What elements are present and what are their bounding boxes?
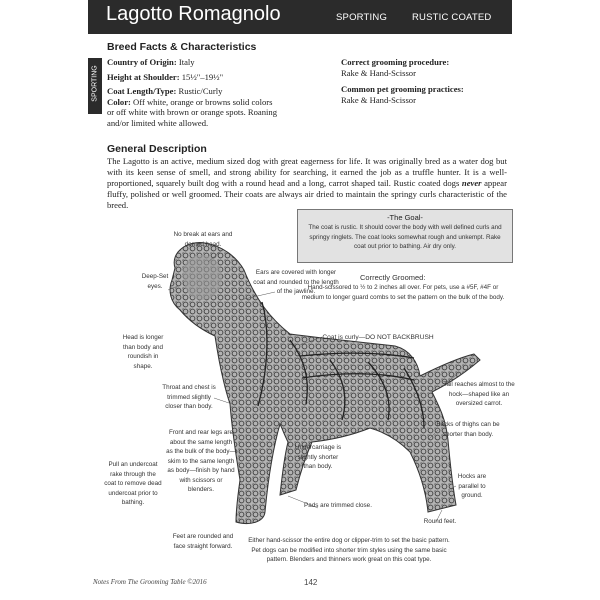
height-value: 15½"–19½" (181, 71, 224, 82)
note-coat-curly: Coat is curly—DO NOT BACKBRUSH (322, 334, 434, 341)
height-label: Height at Shoulder: (107, 71, 180, 82)
breed-title: Lagotto Romagnolo (106, 3, 281, 25)
page-number: 142 (304, 578, 318, 587)
correct-grooming-value: Rake & Hand-Scissor (341, 67, 416, 78)
facts-heading: Breed Facts & Characteristics (107, 41, 257, 53)
note-eyes: Deep-Set eyes. (141, 273, 169, 290)
footer-source: Notes From The Grooming Table ©2016 (93, 578, 207, 586)
note-tail: Tail reaches almost to the hock—shaped like an oversized carrot. (443, 381, 515, 407)
note-feet: Feet are rounded and face straight forward. (172, 533, 234, 550)
color-line-3: and/or limited white allowed. (107, 117, 209, 128)
note-throat: Throat and chest is trimmed slightly closer than body. (162, 384, 216, 410)
goal-title: -The Goal- (387, 213, 423, 222)
color-label: Color: (107, 96, 131, 107)
category-label: SPORTING (336, 12, 388, 23)
country-value: Italy (178, 57, 195, 67)
note-thighs: Backs of thighs can be shorter than body. (436, 421, 500, 438)
description-emphasis: never (461, 178, 482, 188)
side-tab-label: SPORTING (91, 65, 99, 102)
pet-grooming-value: Rake & Hand-Scissor (341, 94, 416, 105)
description-part-1: The Lagotto is an active, medium sized dog with great eagerness for life. It was originally bred as a water dog but with its keen sense of smell, and strong ability for searching, it earned the job as a truffle hunter. It is a well-proportioned, squarely built dog with a round head and a long, carrot shaped tail. Rustic coated dogs (107, 156, 507, 188)
country-label: Country of Origin: (107, 57, 177, 67)
coat-value: Rustic/Curly (178, 86, 223, 96)
note-undercarriage: Undercarriage is slightly shorter than body. (294, 444, 342, 470)
note-hocks: Hocks are parallel to ground. (457, 473, 487, 499)
note-correctly-groomed: Hand-scissored to ½ to 2 inches all over. For pets, use a #5F, #4F or medium to longer guard combs to set the pattern on the bulk of the body. (301, 284, 505, 301)
coat-type-label: RUSTIC COATED (412, 12, 492, 23)
note-round-feet: Round feet. (423, 518, 457, 525)
note-head: Head is longer than body and roundish in shape. (122, 334, 164, 370)
note-ears-covered: Ears are covered with longer coat and rounded to the length of the jawline. (253, 269, 339, 295)
description-heading: General Description (107, 143, 207, 155)
coat-label: Coat Length/Type: (107, 86, 177, 96)
note-legs: Front and rear legs are about the same length as the bulk of the body—skim to the same length as body—finish by hand with scissors or blenders. (166, 429, 236, 493)
correctly-groomed-title: Correctly Groomed: (360, 273, 426, 282)
note-ears-break: No break at ears and domed head. (173, 231, 233, 248)
note-undercoat-rake: Pull an undercoat rake through the coat to remove dead undercoat prior to bathing. (104, 461, 162, 506)
color-line-2: or off white with brown or orange spots. Roaning (107, 107, 278, 117)
goal-body: The coat is rustic. It should cover the body with well defined curls and springy ringlets. The coat looks somewhat rough and unkempt. Rake coat out prior to bathing. Air dry only. (308, 224, 502, 250)
correct-grooming-label: Correct grooming procedure: (341, 57, 450, 67)
pet-grooming-label: Common pet grooming practices: (341, 84, 464, 94)
note-bottom: Either hand-scissor the entire dog or clipper-trim to set the basic pattern. Pet dogs can be modified into shorter trim styles using the same basic pattern. Blenders and thinners work great on this coat type. (248, 537, 450, 563)
note-pads: Pads are trimmed close. (304, 502, 372, 509)
description-part-2: appear fluffy, polished or well groomed. Their coats are always air dried to maintain the springy curls characteristic of the breed. (107, 178, 507, 210)
color-value: Off white, orange or browns solid colors (133, 96, 273, 107)
